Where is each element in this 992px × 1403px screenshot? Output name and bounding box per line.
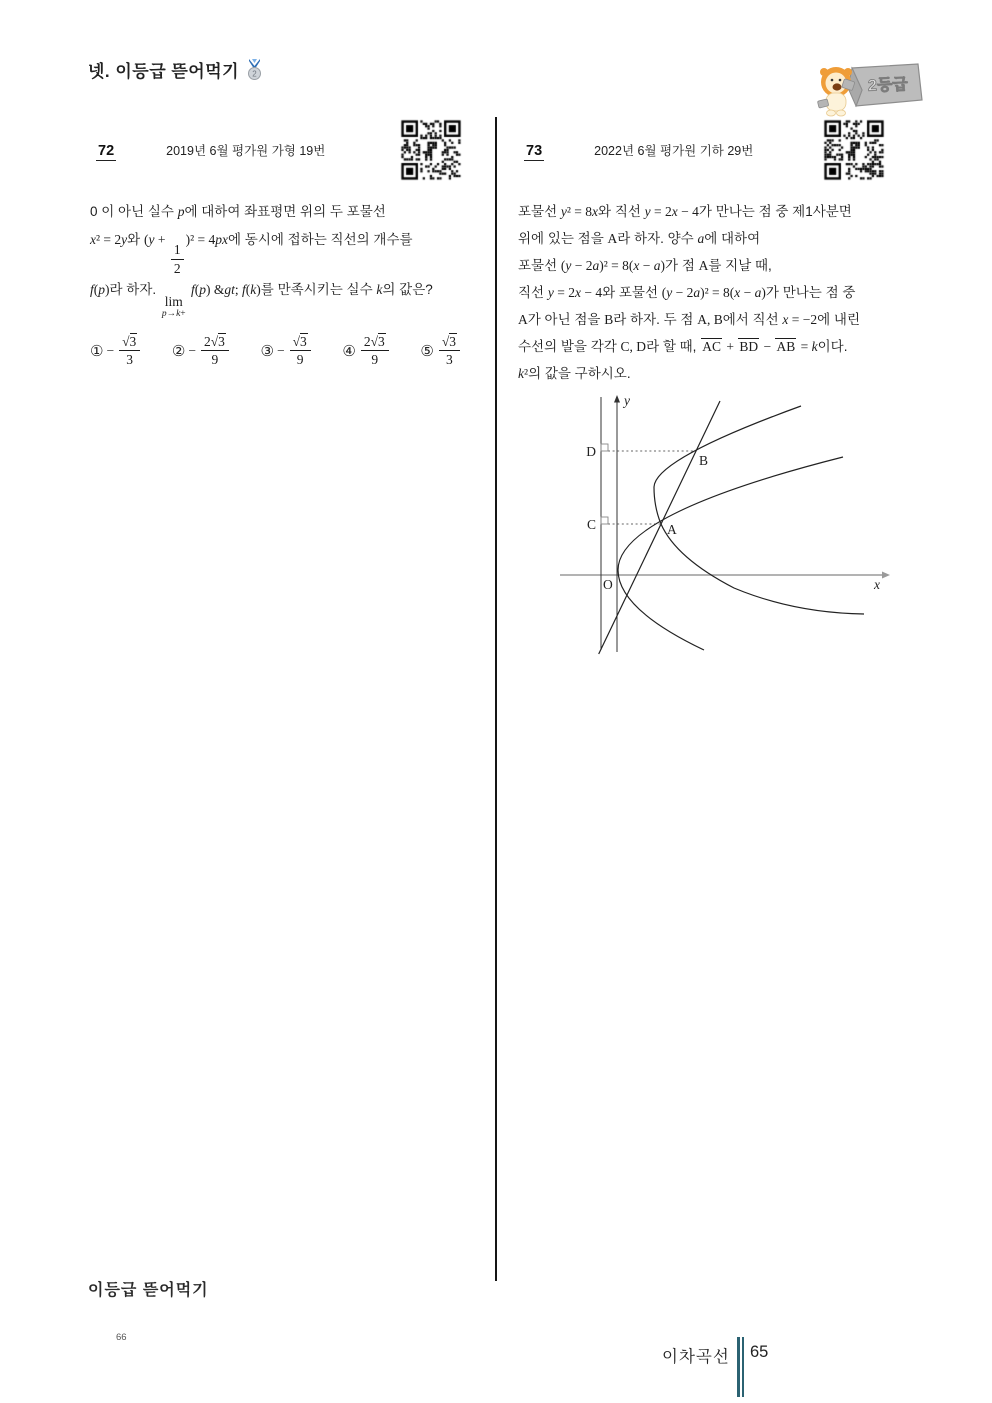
footer-right-page-number: 65 [750, 1343, 769, 1361]
answer-choices [90, 334, 462, 368]
math-segment: A [698, 258, 709, 273]
parabola-1 [618, 457, 843, 650]
choice-number-icon: ③ [260, 341, 274, 360]
math-segment: 의 값을 구하시오. [528, 366, 631, 381]
math-segment: − [106, 342, 115, 358]
problem-73-body [518, 198, 918, 387]
parabola-2 [654, 406, 864, 614]
label-point-c: C [586, 517, 596, 532]
math-segment: − [760, 339, 775, 354]
grade-sign-text: 2등급 [867, 76, 909, 95]
text-line [90, 198, 474, 226]
math-segment: (y + [143, 232, 169, 247]
text-line [518, 198, 918, 225]
text-line [518, 279, 918, 306]
label-x: x [874, 577, 880, 592]
math-segment: 가 만나는 점 중 제1사분면 [698, 204, 852, 219]
math-segment: y = 2x − 4 [644, 204, 699, 219]
answer-choice [420, 334, 462, 368]
math-segment: B [604, 312, 614, 327]
problem-73 [518, 141, 918, 664]
math-segment: 와 [127, 232, 144, 247]
math-segment: k² [518, 366, 529, 381]
right-angle-mark-c [601, 517, 608, 524]
choice-number-icon: ⑤ [420, 341, 434, 360]
problem-73-header [518, 141, 918, 161]
label-y: y [624, 393, 630, 408]
x-axis-arrow [882, 572, 890, 579]
math-segment: √3 3 [439, 334, 460, 368]
math-segment: 라 하자. 양수 [617, 231, 698, 246]
math-segment: 포물선 [518, 204, 561, 219]
math-segment: BD [739, 339, 759, 354]
choice-number-icon: ② [171, 341, 186, 360]
footer-chapter-name: 이차곡선 [662, 1348, 730, 1366]
problem-source: 2022년 6월 평가원 기하 29번 [594, 144, 754, 158]
answer-choice [90, 334, 142, 368]
problem-source: 2019년 6월 평가원 가형 19번 [166, 144, 326, 158]
math-segment: y = 2x − 4 [547, 285, 603, 300]
math-segment: 와 포물선 [602, 285, 662, 300]
math-segment: A, B [697, 312, 723, 327]
math-segment: 0 이 아닌 실수 [90, 204, 178, 219]
math-segment: 이다. [817, 339, 848, 354]
math-segment: $\frac{√3}{3}$ [119, 334, 140, 368]
math-segment: 수선의 발을 각각 [518, 339, 621, 354]
label-origin: O [603, 577, 613, 592]
math-segment: a [697, 231, 705, 246]
math-segment: 를 지날 때, [708, 258, 772, 273]
math-segment: A [607, 231, 618, 246]
choice-number-icon: ④ [342, 341, 356, 360]
math-segment: f(p) [90, 282, 110, 298]
label-point-d: D [586, 444, 596, 459]
math-segment: lim p→k+ [161, 293, 186, 320]
math-segment: x = −2 [782, 312, 818, 327]
math-segment: k [376, 282, 383, 298]
math-segment: C, D [620, 339, 647, 354]
math-segment: = k [797, 339, 818, 354]
chapter-title: 넷. 이등급 뜯어먹기 [88, 62, 240, 81]
math-segment: 에서 직선 [722, 312, 783, 327]
math-segment: AB [776, 339, 796, 354]
right-angle-mark-d [601, 444, 608, 451]
text-line [518, 333, 918, 360]
math-segment: + [722, 339, 738, 354]
silver-medal-icon [246, 59, 263, 81]
problem-72 [90, 141, 474, 368]
column-divider [495, 117, 497, 1281]
text-line [90, 226, 474, 276]
math-segment: 에 대하여 좌표평면 위의 두 포물선 [184, 204, 386, 219]
problem-72-header [90, 141, 474, 161]
math-segment: 위에 있는 점을 [518, 231, 608, 246]
problem-number: 73 [526, 143, 543, 159]
math-segment: 라 하자. 두 점 [613, 312, 698, 327]
text-line [518, 306, 918, 333]
math-segment: 라 하자. [109, 282, 160, 298]
problem-number: 72 [98, 143, 115, 159]
math-segment: 에 대하여 [704, 231, 761, 246]
footer-left-page-number: 66 [116, 1332, 127, 1343]
choice-number-icon: ① [90, 341, 104, 360]
math-segment: x² = 2y [90, 232, 128, 247]
math-segment: (y − 2a)² = 8(x − a) [661, 285, 766, 300]
answer-choice [261, 334, 313, 368]
math-segment: 직선 [518, 285, 548, 300]
footer-divider-bar [737, 1337, 740, 1397]
math-segment: $\frac{√3}{9}$ [290, 334, 311, 368]
math-segment: 2√3 9 [361, 334, 389, 368]
problem-72-body [90, 198, 474, 320]
answer-choice [172, 334, 231, 368]
math-segment: (y − 2a)² = 8(x − a) [560, 258, 666, 273]
math-segment: 가 점 [665, 258, 699, 273]
math-segment: 가 만나는 점 중 [765, 285, 856, 300]
math-segment: 를 만족시키는 실수 [260, 282, 377, 298]
math-segment: 에 내린 [817, 312, 860, 327]
math-segment: 가 아닌 점을 [527, 312, 605, 327]
footer-section-title: 이등급 뜯어먹기 [88, 1282, 209, 1299]
math-segment: )² = 4px [185, 232, 229, 247]
footer-divider-bar-thin [742, 1337, 744, 1397]
math-segment: y² = 8x [560, 204, 599, 219]
page-header [88, 57, 263, 82]
answer-choice [342, 334, 390, 368]
math-segment: p [177, 204, 185, 219]
text-line [90, 276, 474, 319]
text-line [518, 252, 918, 279]
math-segment: − [276, 342, 285, 358]
label-point-a: A [667, 522, 677, 537]
math-segment: f(p) &gt; f(k) [190, 282, 261, 298]
math-segment: 에 동시에 접하는 직선의 개수를 [228, 232, 413, 247]
math-segment: 와 직선 [598, 204, 645, 219]
math-segment: $\frac{1}{2}$ [171, 242, 184, 276]
svg-text:2: 2 [252, 69, 257, 78]
parabola-figure [554, 393, 894, 659]
math-segment: AC [702, 339, 721, 354]
math-segment: 의 값은? [382, 282, 433, 298]
y-axis-arrow [614, 395, 620, 403]
grade-sign [848, 64, 922, 106]
math-segment: $\frac{2√3}{9}$ [201, 334, 229, 368]
math-segment: 라 할 때, [646, 339, 701, 354]
math-segment: 포물선 [518, 258, 561, 273]
label-point-b: B [699, 453, 709, 468]
lion-mascot [810, 60, 932, 120]
text-line [518, 360, 918, 387]
math-segment: − [188, 342, 196, 358]
math-segment: A [518, 312, 528, 327]
text-line [518, 225, 918, 252]
